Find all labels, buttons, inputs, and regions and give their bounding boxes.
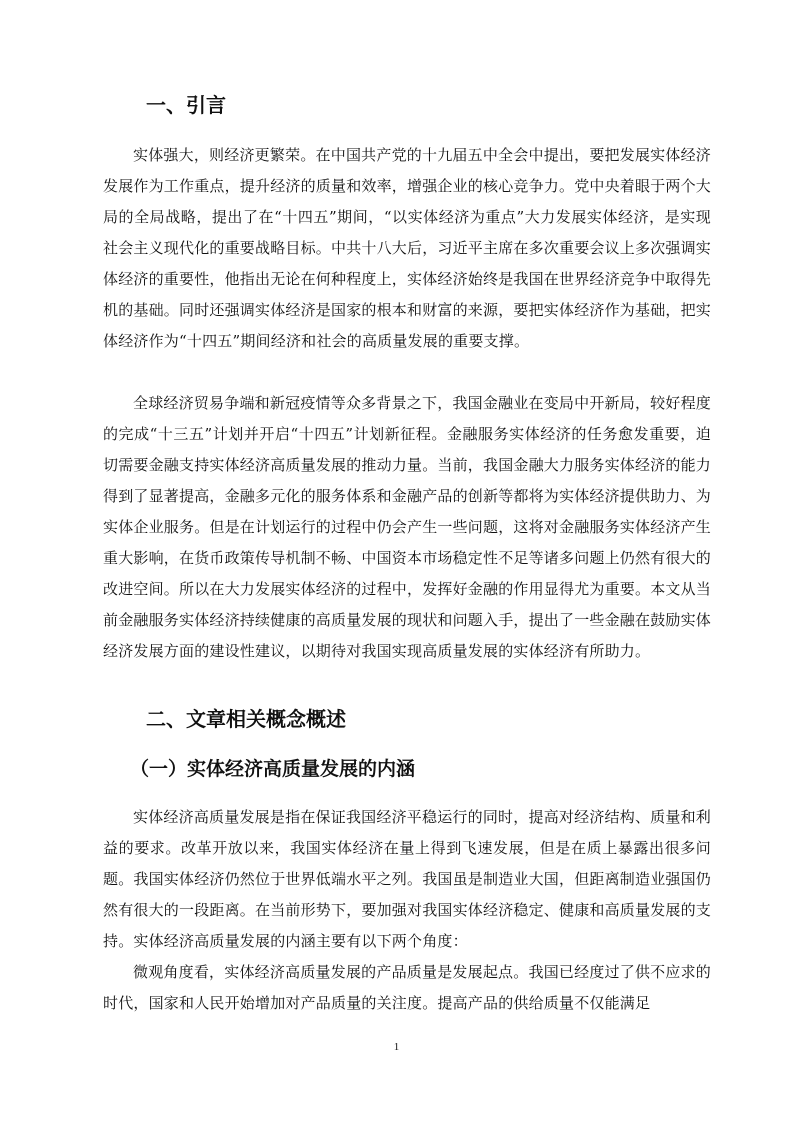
body-paragraph: 实体经济高质量发展是指在保证我国经济平稳运行的同时，提高对经济结构、质量和利益的要求。改革开放以来，我国实体经济在量上得到飞速发展，但是在质上暴露出很多问题。我国实体经济仍然位于世界低端水平之列。我国虽是制造业大国，但距离制造业强国仍然有很大的一段距离。在当前形势下，要加强对我国实体经济稳定、健康和高质量发展的支持。实体经济高质量发展的内涵主要有以下两个角度： (103, 808, 712, 950)
page-number: 1 (393, 1041, 400, 1053)
section-heading-concepts: 二、文章相关概念概述 (146, 707, 346, 731)
body-paragraph: 全球经济贸易争端和新冠疫情等众多背景之下，我国金融业在变局中开新局，较好程度的完成“十三五”计划并开启“十四五”计划新征程。金融服务实体经济的任务愈发重要，迫切需要金融支持实体经济高质量发展的推动力量。当前，我国金融大力服务实体经济的能力得到了显著提高，金融多元化的服务体系和金融产品的创新等都将为实体经济提供助力、为实体企业服务。但是在计划运行的过程中仍会产生一些问题，这将对金融服务实体经济产生重大影响，在货币政策传导机制不畅、中国资本市场稳定性不足等诸多问题上仍然有很大的改进空间。所以在大力发展实体经济的过程中，发挥好金融的作用显得尤为重要。本文从当前金融服务实体经济持续健康的高质量发展的现状和问题入手，提出了一些金融在鼓励实体经济发展方面的建设性建议，以期待对我国实现高质量发展的实体经济有所助力。 (103, 394, 712, 660)
body-paragraph: 实体强大，则经济更繁荣。在中国共产党的十九届五中全会中提出，要把发展实体经济发展作为工作重点，提升经济的质量和效率，增强企业的核心竞争力。党中央着眼于两个大局的全局战略，提出了在“十四五”期间，“以实体经济为重点”大力发展实体经济，是实现社会主义现代化的重要战略目标。中共十八大后，习近平主席在多次重要会议上多次强调实体经济的重要性，他指出无论在何种程度上，实体经济始终是我国在世界经济竞争中取得先机的基础。同时还强调实体经济是国家的根本和财富的来源，要把实体经济作为基础，把实体经济作为“十四五”期间经济和社会的高质量发展的重要支撑。 (103, 146, 712, 350)
body-paragraph: 微观角度看，实体经济高质量发展的产品质量是发展起点。我国已经度过了供不应求的时代，国家和人民开始增加对产品质量的关注度。提高产品的供给质量不仅能满足 (103, 963, 711, 1012)
section-heading-introduction: 一、引言 (146, 93, 226, 117)
subsection-heading-connotation: （一）实体经济高质量发展的内涵 (130, 758, 416, 780)
